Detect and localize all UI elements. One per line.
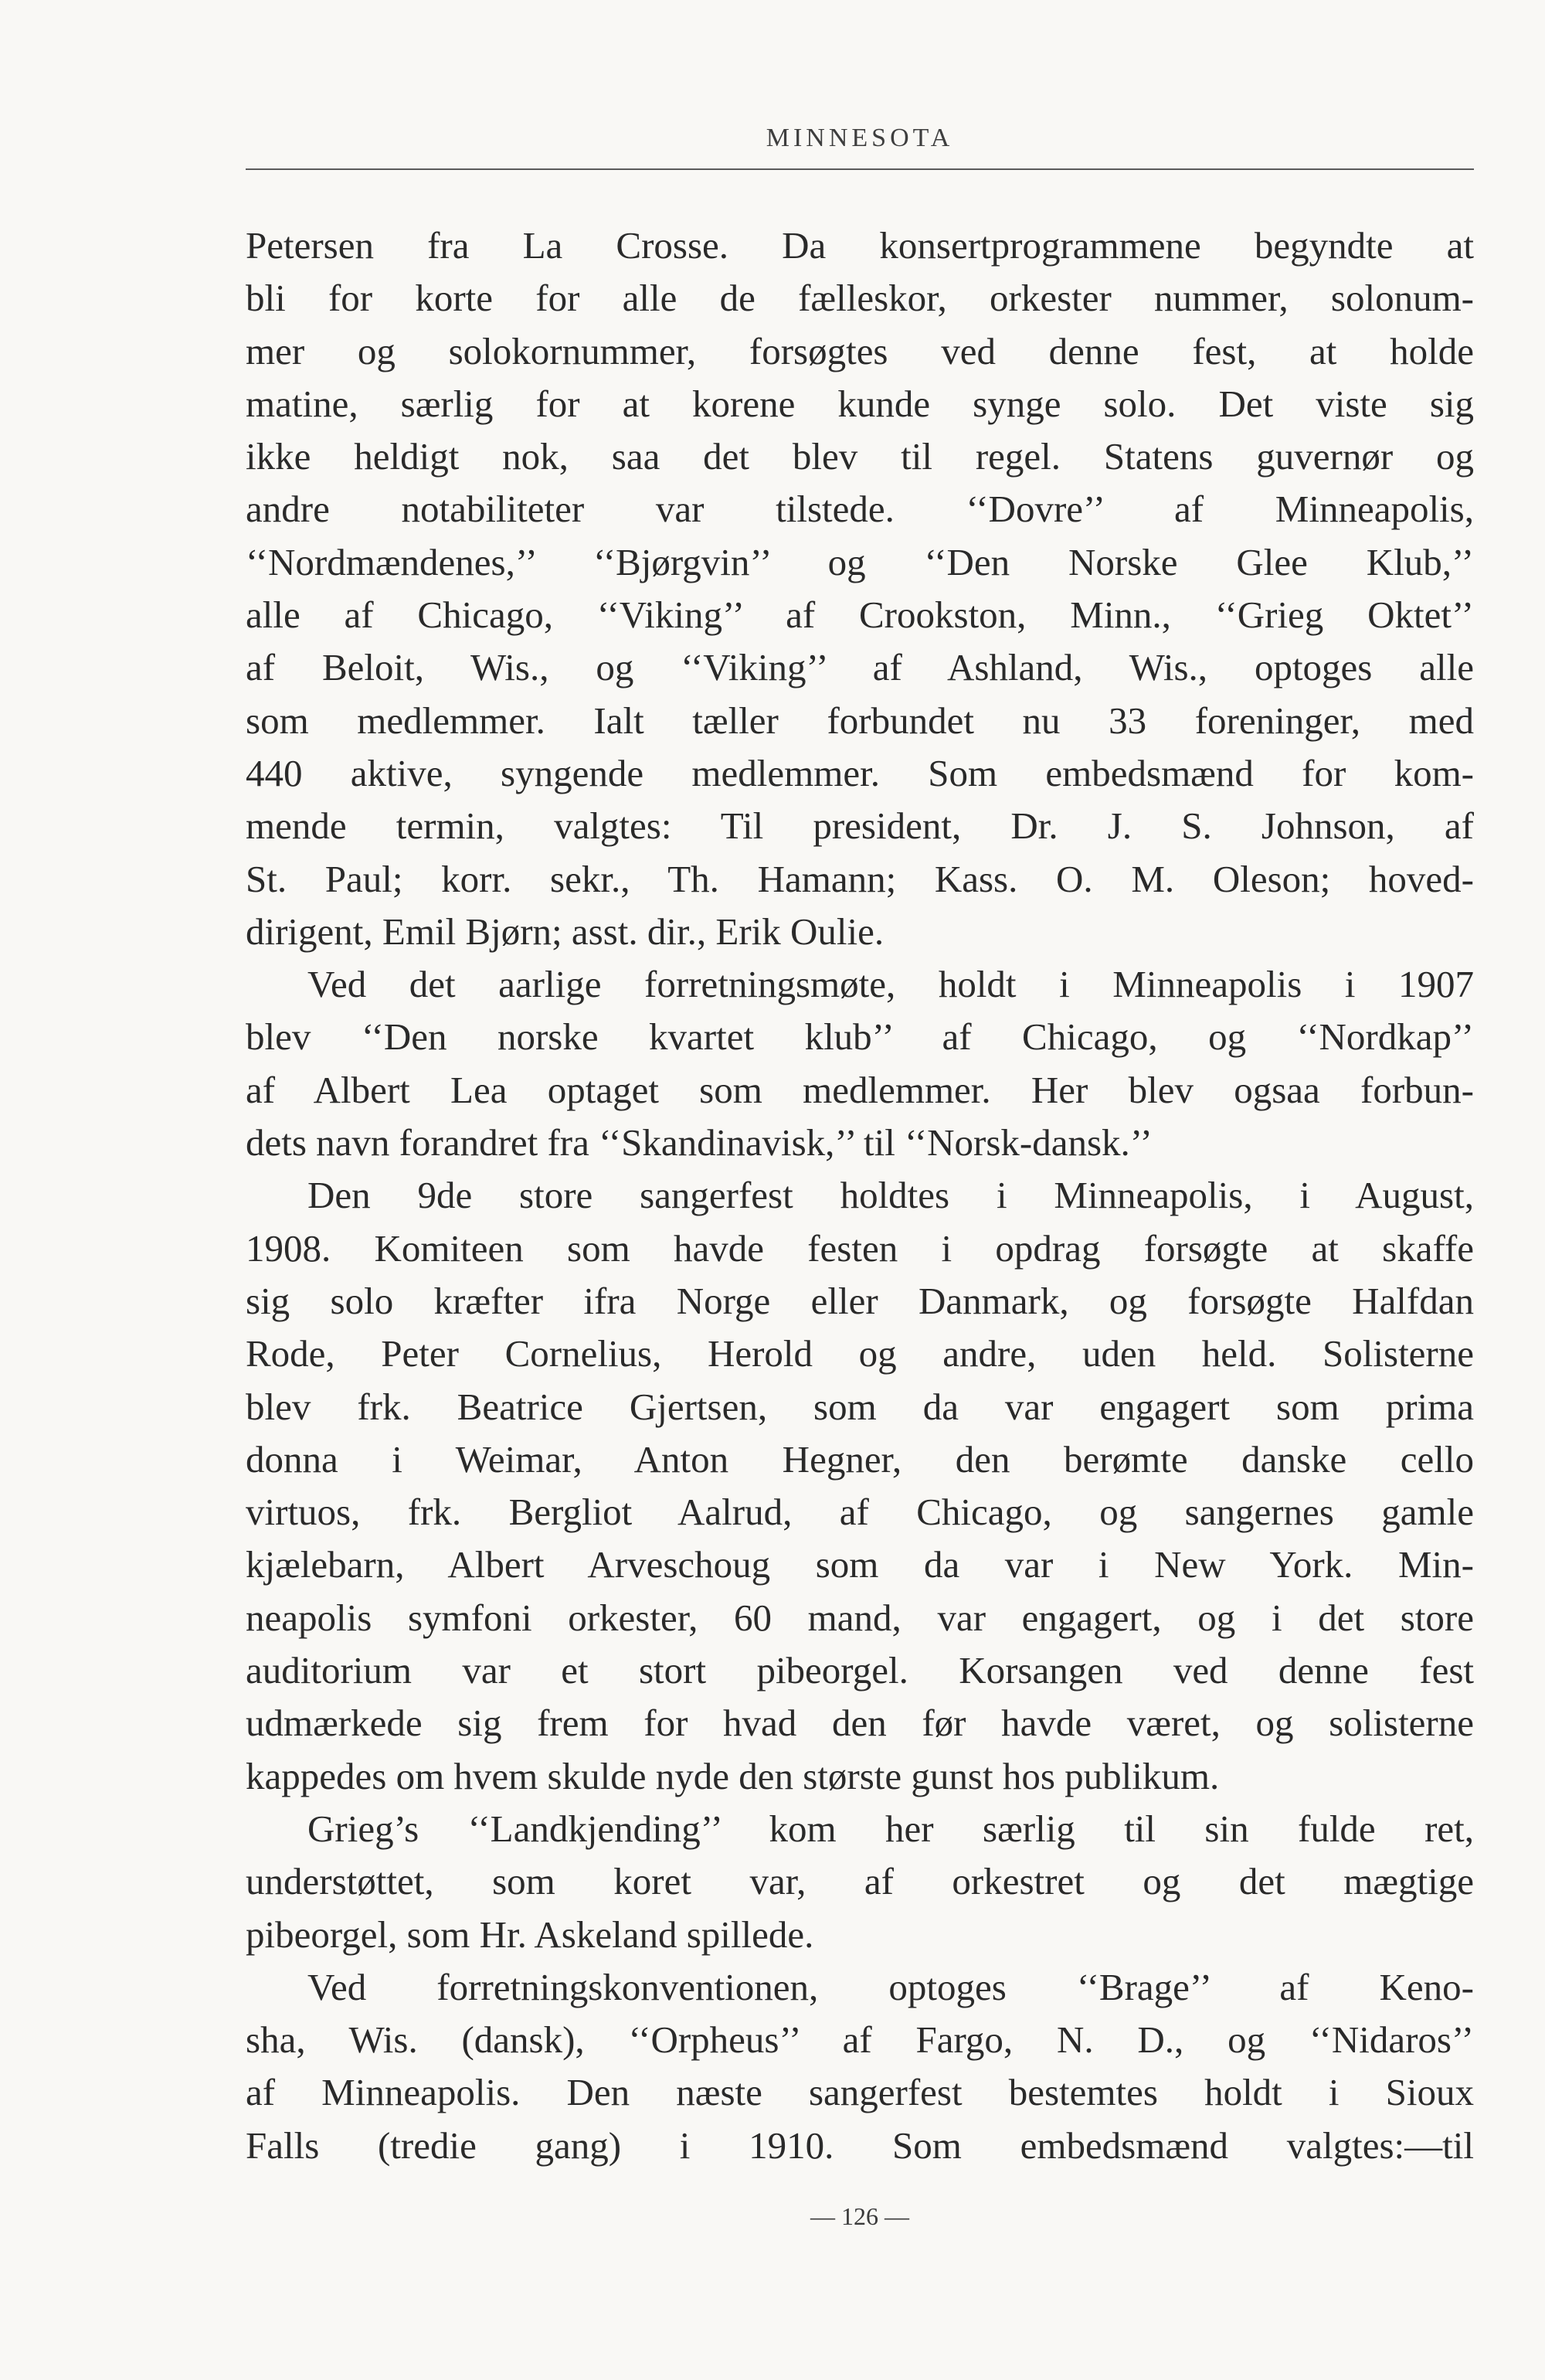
text-line: udmærkede sig frem for hvad den før havde været, og solisterne [246,1702,1474,1745]
paragraph [246,1169,1474,1803]
text-line: virtuos, frk. Bergliot Aalrud, af Chicago, og sangernes gamle [246,1491,1474,1534]
text-line: Ved det aarlige forretningsmøte, holdt i Minneapolis i 1907 [307,963,1474,1006]
text-line: kjælebarn, Albert Arveschoug som da var i New York. Min- [246,1543,1474,1586]
text-line: af Albert Lea optaget som medlemmer. Her blev ogsaa forbun- [246,1068,1474,1111]
text-line: bli for korte for alle de fælleskor, orkester nummer, solonum- [246,277,1474,320]
text-line: Den 9de store sangerfest holdtes i Minneapolis, i August, [307,1174,1474,1217]
text-line: auditorium var et stort pibeorgel. Korsangen ved denne fest [246,1649,1474,1692]
text-line: 1908. Komiteen som havde festen i opdrag forsøgte at skaffe [246,1226,1474,1270]
body-text [246,219,1474,2172]
page-number: — 126 — [810,2202,909,2230]
running-head: MINNESOTA [766,124,954,152]
text-line: blev frk. Beatrice Gjertsen, som da var engagert som prima [246,1385,1474,1428]
text-line: dirigent, Emil Bjørn; asst. dir., Erik Oulie. [246,910,885,953]
text-line: mende termin, valgtes: Til president, Dr. J. S. Johnson, af [246,804,1474,848]
text-line: mer og solokornummer, forsøgtes ved denne fest, at holde [246,329,1474,372]
text-line: St. Paul; korr. sekr., Th. Hamann; Kass. O. M. Oleson; hoved- [246,857,1474,900]
text-line: donna i Weimar, Anton Hegner, den berømte danske cello [246,1437,1474,1481]
text-line: understøttet, som koret var, af orkestret og det mægtige [246,1860,1474,1903]
text-line: pibeorgel, som Hr. Askeland spillede. [246,1912,814,1956]
text-line: andre notabiliteter var tilstede. ‘‘Dovre’’ af Minneapolis, [246,488,1474,531]
text-line: Falls (tredie gang) i 1910. Som embedsmænd valgtes:—til [246,2123,1474,2167]
text-line: som medlemmer. Ialt tæller forbundet nu 33 foreninger, med [246,699,1474,742]
text-line: sig solo kræfter ifra Norge eller Danmark, og forsøgte Halfdan [246,1279,1474,1322]
text-line: kappedes om hvem skulde nyde den største gunst hos publikum. [246,1754,1220,1797]
text-line: sha, Wis. (dansk), ‘‘Orpheus’’ af Fargo, N. D., og ‘‘Nidaros’’ [246,2018,1474,2062]
text-line: dets navn forandret fra ‘‘Skandinavisk,’’ til ‘‘Norsk-dansk.’’ [246,1121,1153,1164]
text-line: alle af Chicago, ‘‘Viking’’ af Crookston, Minn., ‘‘Grieg Oktet’’ [246,593,1474,637]
text-line: af Beloit, Wis., og ‘‘Viking’’ af Ashland, Wis., optoges alle [246,646,1474,689]
text-line: ikke heldigt nok, saa det blev til regel. Statens guvernør og [246,435,1474,478]
text-line: ‘‘Nordmændenes,’’ ‘‘Bjørgvin’’ og ‘‘Den Norske Glee Klub,’’ [246,540,1474,583]
paragraph [246,219,1474,958]
text-line: matine, særlig for at korene kunde synge solo. Det viste sig [246,382,1474,425]
paragraph [246,958,1474,1169]
text-line: af Minneapolis. Den næste sangerfest bestemtes holdt i Sioux [246,2071,1474,2114]
text-line: 440 aktive, syngende medlemmer. Som embedsmænd for kom- [246,751,1474,794]
text-line: Petersen fra La Crosse. Da konsertprogrammene begyndte at [246,224,1474,267]
paragraph [246,1961,1474,2172]
text-line: blev ‘‘Den norske kvartet klub’’ af Chicago, og ‘‘Nordkap’’ [246,1015,1474,1059]
text-line: neapolis symfoni orkester, 60 mand, var engagert, og i det store [246,1596,1474,1639]
text-line: Ved forretningskonventionen, optoges ‘‘Brage’’ af Keno- [307,1965,1474,2008]
header-rule [246,168,1474,170]
paragraph [246,1803,1474,1961]
text-line: Rode, Peter Cornelius, Herold og andre, uden held. Solisterne [246,1332,1474,1375]
text-line: Grieg’s ‘‘Landkjending’’ kom her særlig til sin fulde ret, [307,1807,1474,1850]
